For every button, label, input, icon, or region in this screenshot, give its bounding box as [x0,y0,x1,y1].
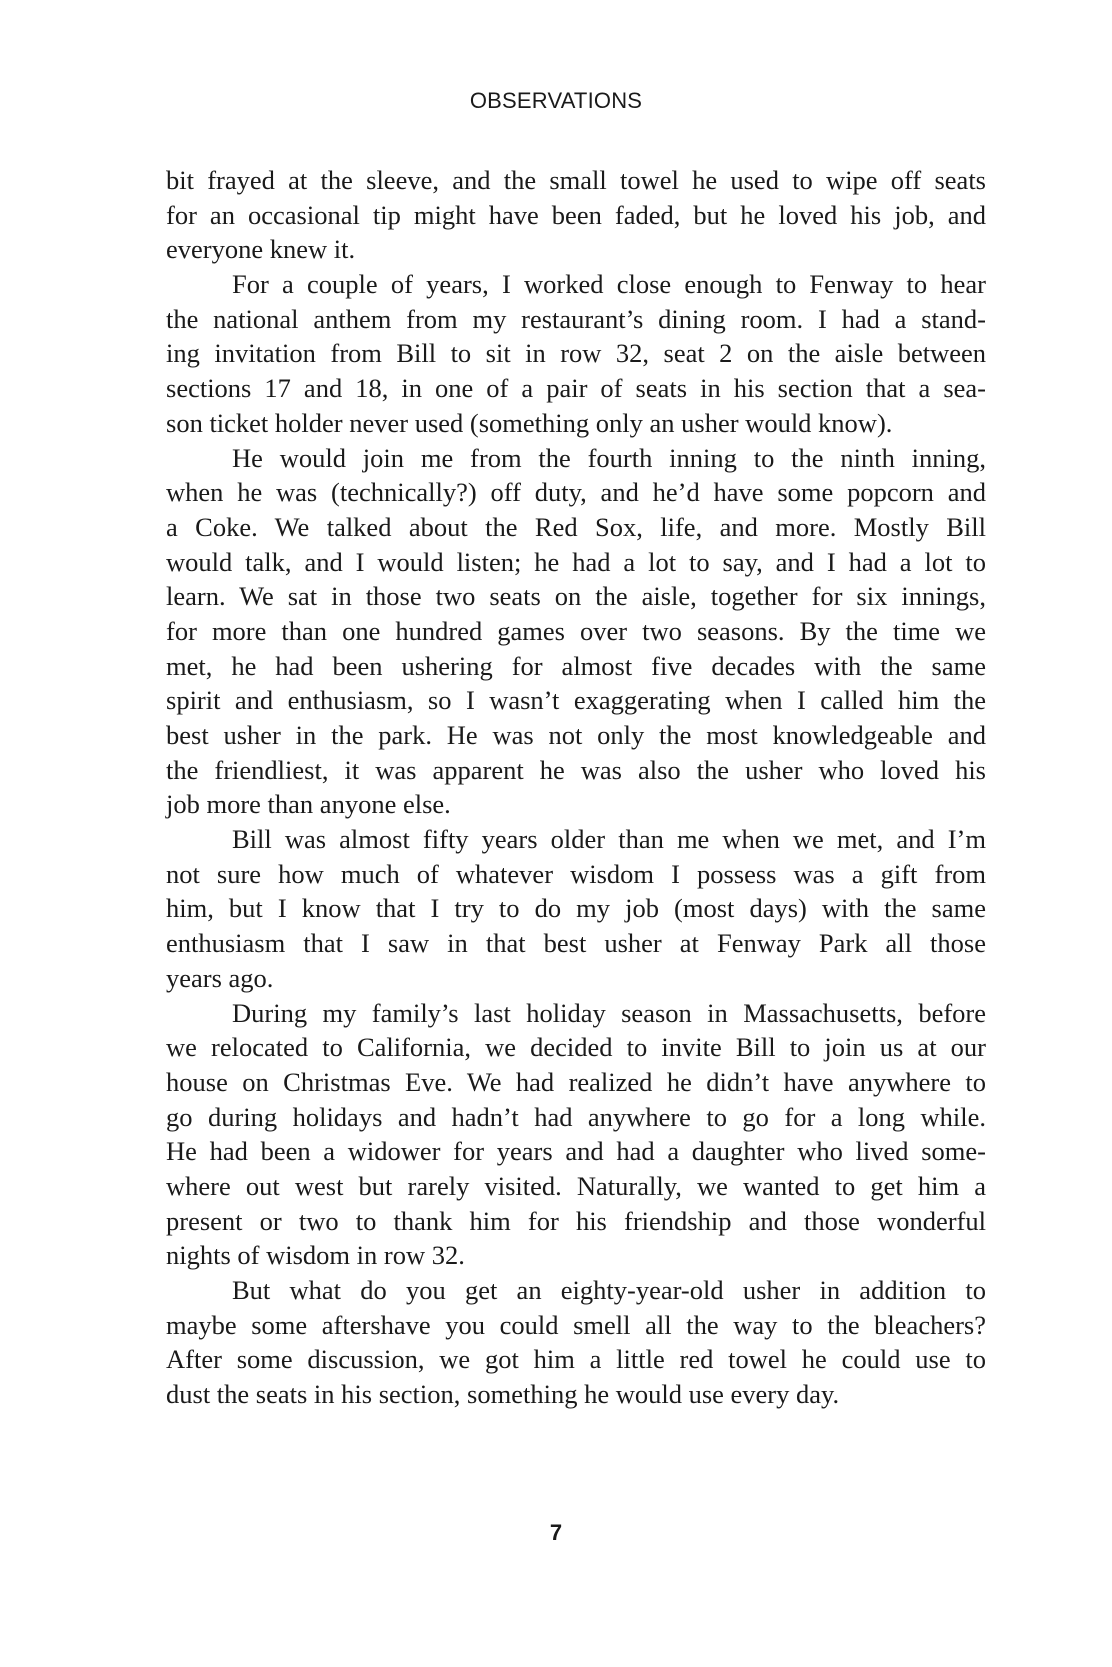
text-line: son ticket holder never used (something only an usher would know). [166,407,893,438]
text-line: everyone knew it. [166,234,356,265]
text-line: spirit and enthusiasm, so I wasn’t exaggerating when I called him the [166,685,986,716]
text-line: for more than one hundred games over two seasons. By the time we [166,615,986,646]
text-line: During my family’s last holiday season in Massachusetts, before [232,997,986,1028]
text-line: maybe some aftershave you could smell all the way to the bleachers? [166,1309,986,1340]
text-line: house on Christmas Eve. We had realized he didn’t have anywhere to [166,1066,986,1097]
text-line: where out west but rarely visited. Naturally, we wanted to get him a [166,1170,986,1201]
paragraph [166,267,986,440]
text-line: learn. We sat in those two seats on the aisle, together for six innings, [166,581,986,612]
paragraph [166,1273,986,1412]
text-line: for an occasional tip might have been faded, but he loved his job, and [166,199,986,230]
text-line: He had been a widower for years and had a daughter who lived some- [166,1136,986,1167]
text-line: when he was (technically?) off duty, and he’d have some popcorn and [166,477,986,508]
text-line: a Coke. We talked about the Red Sox, life, and more. Mostly Bill [166,511,986,542]
text-line: After some discussion, we got him a little red towel he could use to [166,1344,986,1375]
text-line: nights of wisdom in row 32. [166,1240,465,1271]
text-line: present or two to thank him for his friendship and those wonderful [166,1205,986,1236]
text-line: enthusiasm that I saw in that best usher at Fenway Park all those [166,928,986,959]
text-line: ing invitation from Bill to sit in row 32, seat 2 on the aisle between [166,338,986,369]
text-line: would talk, and I would listen; he had a lot to say, and I had a lot to [166,546,986,577]
paragraph [166,163,986,267]
text-line: the national anthem from my restaurant’s dining room. I had a stand- [166,303,986,334]
text-line: him, but I know that I try to do my job (most days) with the same [166,893,986,924]
paragraph [166,996,986,1274]
paragraph [166,822,986,995]
text-line: Bill was almost fifty years older than me when we met, and I’m [232,824,986,855]
text-line: met, he had been ushering for almost five decades with the same [166,650,986,681]
page-number: 7 [549,1520,563,1545]
text-line: job more than anyone else. [166,789,451,820]
text-line: go during holidays and hadn’t had anywhere to go for a long while. [166,1101,986,1132]
body-text [166,163,986,1412]
running-head: OBSERVATIONS [469,88,643,113]
text-line: years ago. [166,962,274,993]
text-line: dust the seats in his section, something he would use every day. [166,1379,840,1410]
text-line: But what do you get an eighty-year-old usher in addition to [232,1275,986,1305]
text-line: sections 17 and 18, in one of a pair of seats in his section that a sea- [166,373,986,404]
text-line: He would join me from the fourth inning to the ninth inning, [232,442,986,473]
text-line: best usher in the park. He was not only the most knowledgeable and [166,720,986,750]
text-line: For a couple of years, I worked close enough to Fenway to hear [232,269,986,300]
text-line: not sure how much of whatever wisdom I possess was a gift from [166,858,986,889]
text-line: the friendliest, it was apparent he was also the usher who loved his [166,754,986,785]
text-line: bit frayed at the sleeve, and the small towel he used to wipe off seats [166,165,986,195]
paragraph [166,441,986,823]
text-line: we relocated to California, we decided to invite Bill to join us at our [166,1032,986,1063]
